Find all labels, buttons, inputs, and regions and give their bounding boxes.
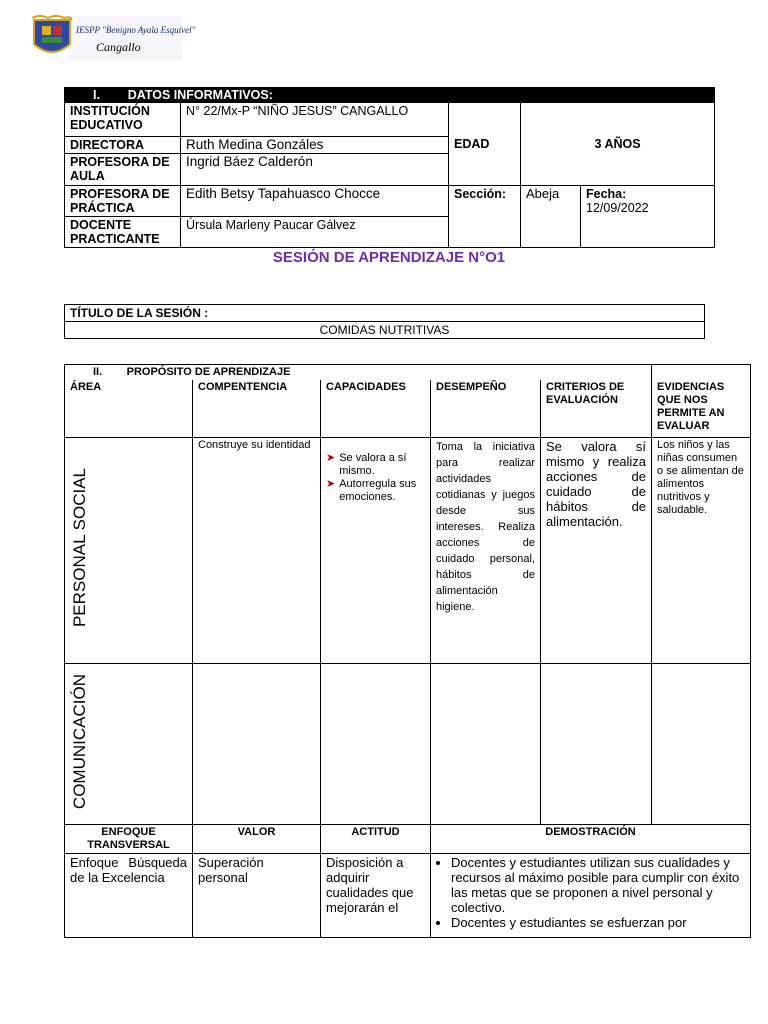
- arrow-bullet-icon: ➤: [326, 477, 336, 490]
- capacidades-cell: [321, 437, 431, 663]
- comunicacion-empty: [541, 663, 652, 824]
- area-personal-social-cell: [65, 437, 193, 663]
- institucion-value: N° 22/Mx-P “NIÑO JESUS” CANGALLO: [181, 103, 449, 137]
- proposito-table: [64, 364, 751, 938]
- fecha-label: Fecha:: [586, 187, 627, 201]
- titulo-sesion-label: TÍTULO DE LA SESIÓN :: [65, 305, 705, 322]
- competencia-cell: Construye su identidad: [193, 437, 321, 663]
- area-comunicacion-cell: [65, 663, 193, 824]
- capacidades-list: [326, 452, 425, 504]
- directora-value: Ruth Medina Gonzáles: [181, 137, 449, 154]
- col-competencia: COMPENTENCIA: [193, 380, 321, 437]
- col-capacidades: CAPACIDADES: [321, 380, 431, 437]
- enfoque-value: Enfoque Búsqueda de la Excelencia: [65, 853, 193, 937]
- comunicacion-empty: [652, 663, 751, 824]
- comunicacion-empty: [193, 663, 321, 824]
- session-title: SESIÓN DE APRENDIZAJE N°O1: [272, 249, 506, 266]
- demostracion-cell: [431, 853, 751, 937]
- desempeno-cell: Toma la iniciativa para realizar actividades cotidianas y juegos desde sus intereses. Realiza acciones de cuidado personal, hábitos de alimentación higiene.: [431, 437, 541, 663]
- actitud-value: Disposición a adquirir cualidades que mejorarán el: [321, 853, 431, 937]
- seccion-value: Abeja: [521, 186, 581, 248]
- valor-value: Superación personal: [193, 853, 321, 937]
- demostracion-item: • Docentes y estudiantes se esfuerzan por: [451, 915, 745, 930]
- institucion-label: INSTITUCIÓN EDUCATIVO: [65, 103, 181, 137]
- datos-informativos-header: I. DATOS INFORMATIVOS:: [65, 88, 715, 103]
- col-enfoque: ENFOQUE TRANSVERSAL: [65, 824, 193, 853]
- titulo-sesion-value: COMIDAS NUTRITIVAS: [65, 322, 705, 339]
- col-evidencias: EVIDENCIAS QUE NOS PERMITE AN EVALUAR: [652, 380, 751, 437]
- docente-practicante-label: DOCENTE PRACTICANTE: [65, 217, 181, 248]
- profesora-practica-label: PROFESORA DE PRÁCTICA: [65, 186, 181, 217]
- col-demostracion: DEMOSTRACIÓN: [431, 824, 751, 853]
- fecha-value: 12/09/2022: [586, 201, 649, 215]
- proposito-header-blank: [652, 365, 751, 381]
- fecha-cell: [581, 186, 715, 248]
- profesora-practica-value: Edith Betsy Tapahuasco Chocce: [181, 186, 449, 217]
- comunicacion-empty: [431, 663, 541, 824]
- proposito-header: II. PROPÓSITO DE APRENDIZAJE: [65, 365, 652, 381]
- col-area: ÁREA: [65, 380, 193, 437]
- area-comunicacion: COMUNICACIÓN: [70, 673, 89, 810]
- col-valor: VALOR: [193, 824, 321, 853]
- logo-city-text: Cangallo: [96, 40, 141, 54]
- evidencias-cell: Los niños y las niñas consumen o se alimentan de alimentos nutritivos y saludable.: [652, 437, 751, 663]
- area-personal-social: PERSONAL SOCIAL: [70, 468, 89, 628]
- profesora-aula-label: PROFESORA DE AULA: [65, 154, 181, 186]
- edad-value: 3 AÑOS: [521, 103, 715, 186]
- col-desempeno: DESEMPEÑO: [431, 380, 541, 437]
- titulo-sesion-table: [64, 304, 705, 339]
- edad-label: EDAD: [449, 103, 521, 186]
- capacidad-item: ➤ Autorregula sus emociones.: [326, 477, 417, 503]
- docente-practicante-value: Úrsula Marleny Paucar Gálvez: [181, 217, 449, 248]
- col-criterios: CRITERIOS DE EVALUACIÓN: [541, 380, 652, 437]
- directora-label: DIRECTORA: [65, 137, 181, 154]
- datos-informativos-table: [64, 87, 715, 248]
- profesora-aula-value: Ingrid Báez Calderón: [181, 154, 449, 186]
- demostracion-item: • Docentes y estudiantes utilizan sus cualidades y recursos al máximo posible para cumplir con éxito las metas que se proponen a nivel personal y colectivo.: [451, 855, 745, 915]
- col-actitud: ACTITUD: [321, 824, 431, 853]
- demostracion-list: [441, 855, 745, 930]
- institution-logo: [30, 14, 196, 62]
- logo-institution-text: IESPP "Benigno Ayala Esquivel": [76, 25, 196, 35]
- arrow-bullet-icon: ➤: [326, 451, 336, 464]
- comunicacion-empty: [321, 663, 431, 824]
- capacidad-item: ➤ Se valora a sí mismo.: [326, 451, 407, 477]
- criterios-cell: Se valora sí mismo y realiza acciones de cuidado de hábitos de alimentación.: [541, 437, 652, 663]
- seccion-label: Sección:: [449, 186, 521, 248]
